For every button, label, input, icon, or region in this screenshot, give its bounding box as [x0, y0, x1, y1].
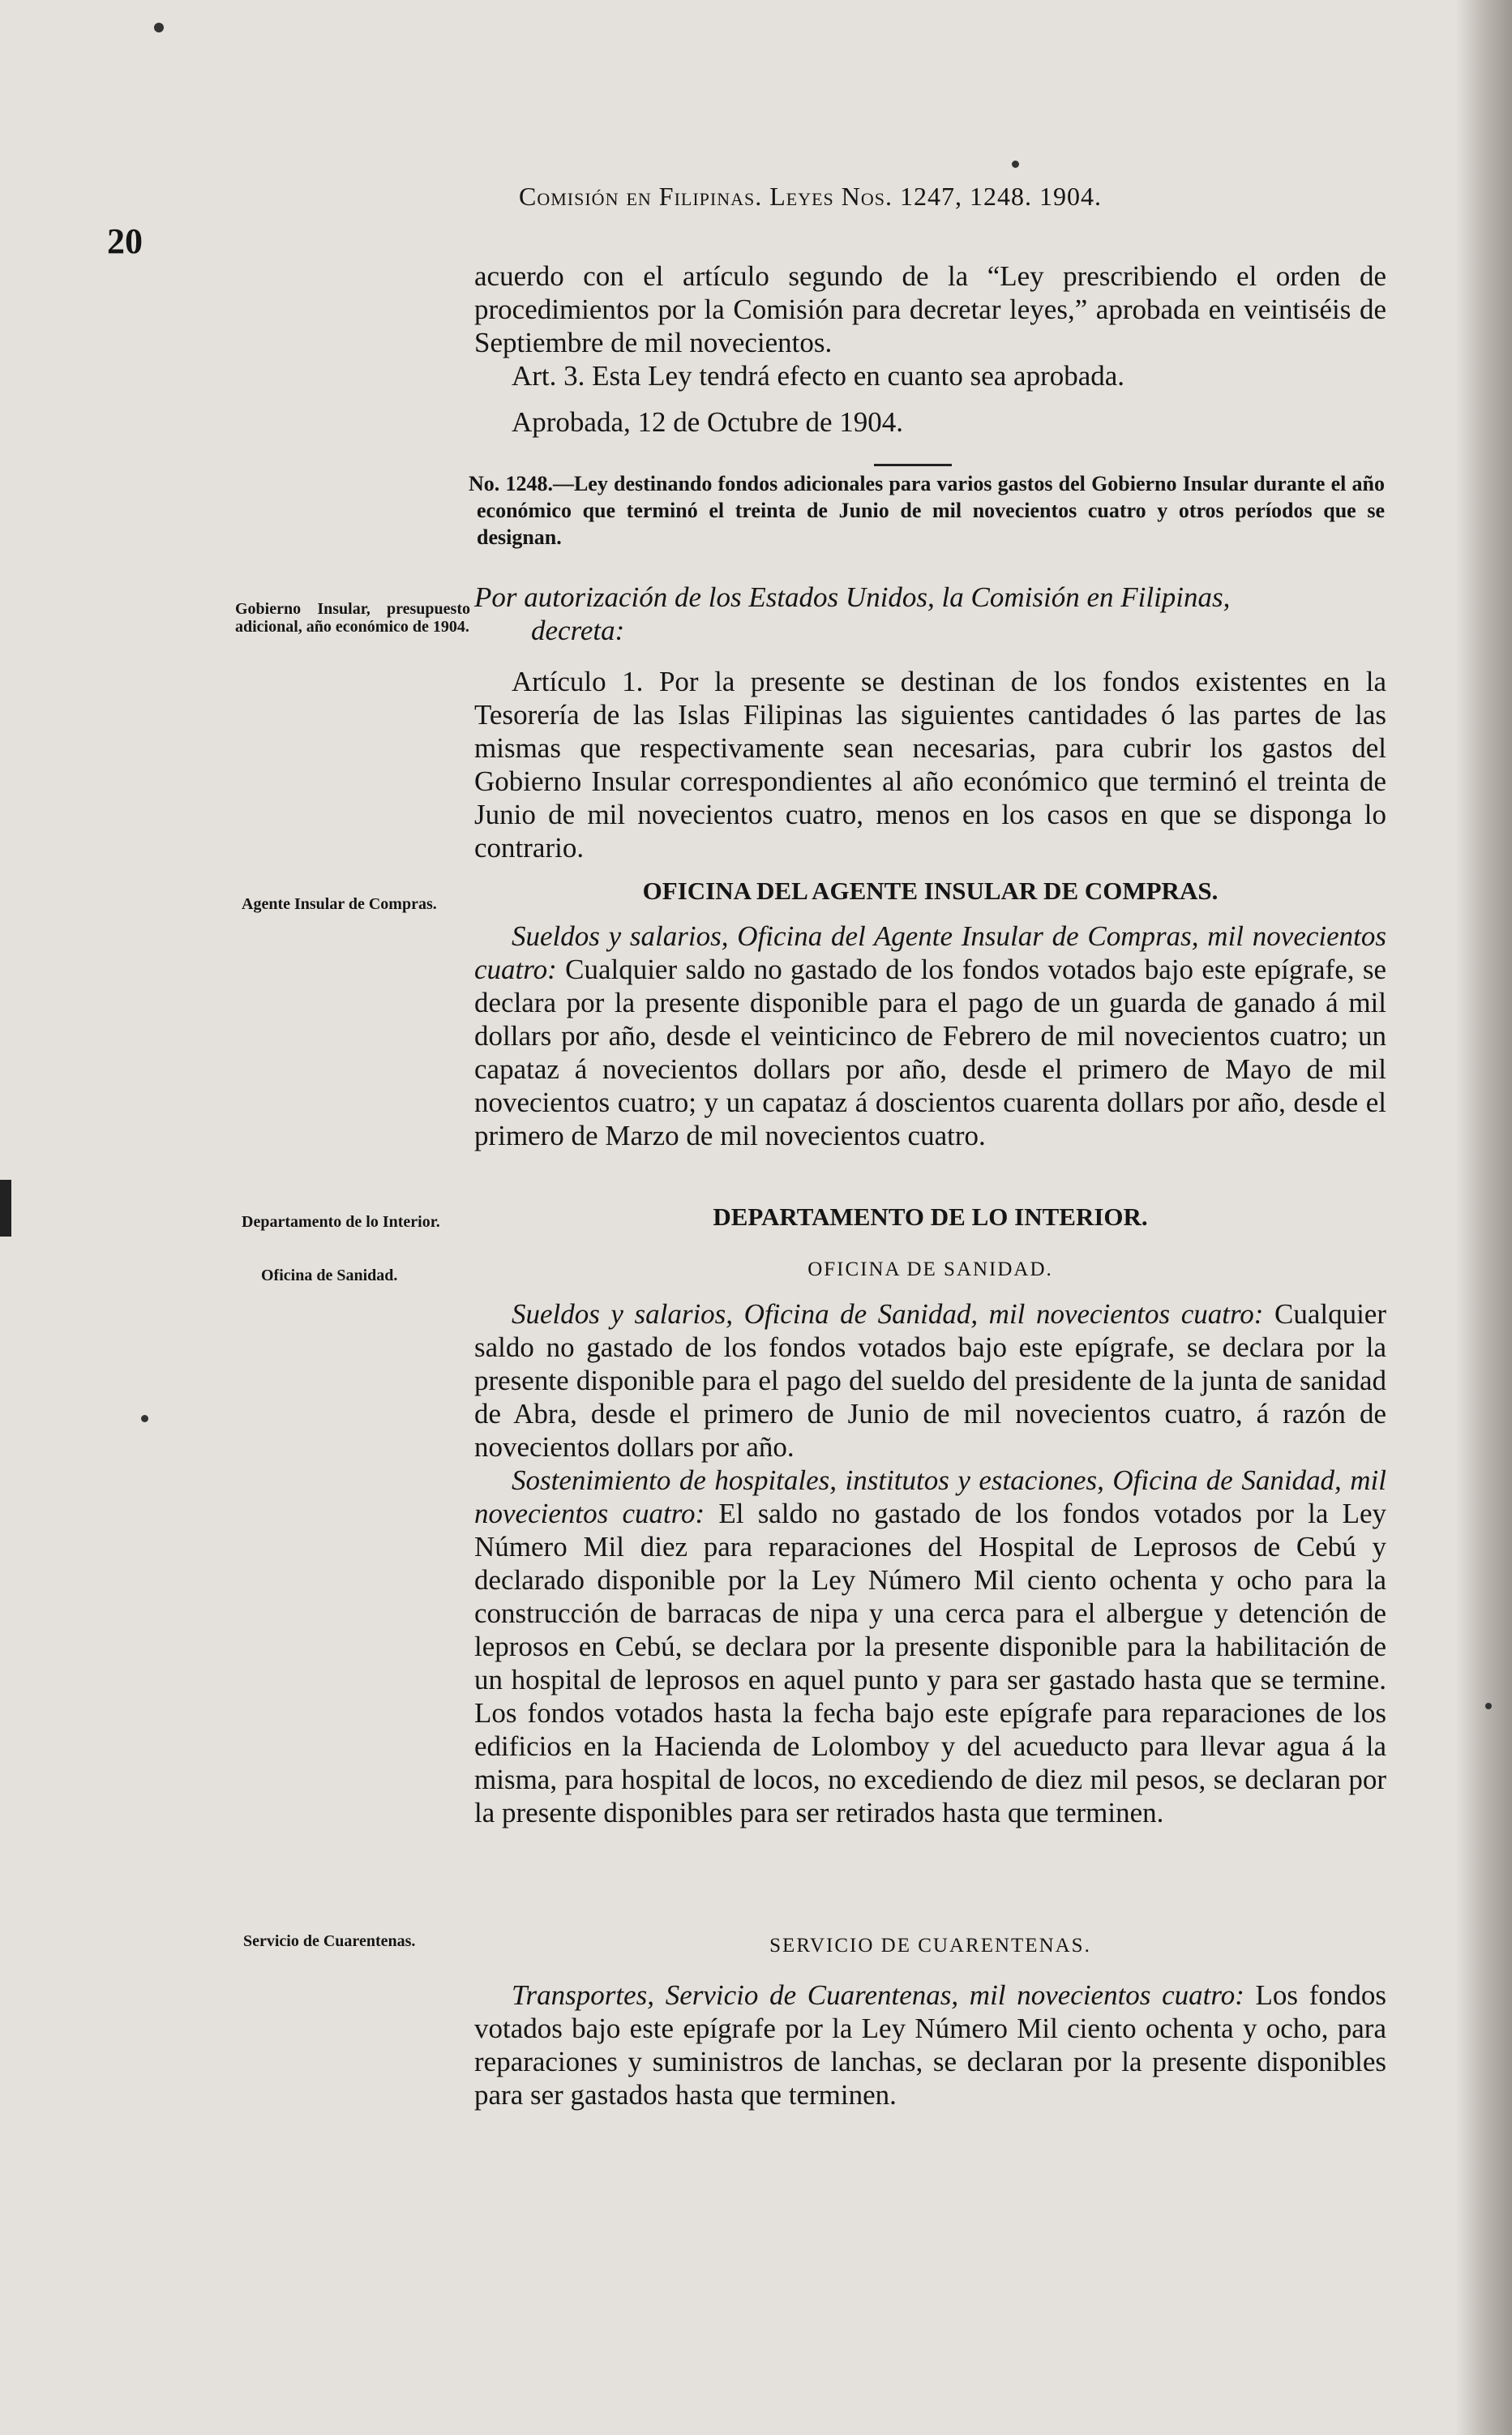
- running-header: Comisión en Filipinas. Leyes Nos. 1247, 1248. 1904.: [519, 182, 1103, 211]
- paragraph-sanidad-2: [474, 1464, 1386, 1829]
- authority-line: Por autorización de los Estados Unidos, la Comisión en Filipinas,: [474, 581, 1231, 613]
- scan-edge-mark: [0, 1180, 11, 1237]
- lead-agente: Sueldos y salarios, Oficina del Agente Insular de Compras, mil novecientos cuatro:: [474, 920, 1386, 985]
- heading-interior: DEPARTAMENTO DE LO INTERIOR.: [713, 1202, 1148, 1231]
- paragraph-sanidad-1: [474, 1297, 1386, 1464]
- top-text: [474, 259, 1386, 439]
- margin-note-interior: Departamento de lo Interior.: [242, 1213, 440, 1231]
- margin-note-cuarentenas: Servicio de Cuarentenas.: [243, 1932, 416, 1950]
- text-sanidad-2: El saldo no gastado de los fondos votados por la Ley Número Mil diez para reparaciones del Hospital de Leprosos de Cebú y declarado disponible por la Ley Número Mil ciento ochenta y ocho para la construcción de barracas de nipa y una cerca para el albergue y detención de leprosos en Cebú, se declara por la presente disponible para la habilitación de un hospital de leprosos en aquel punto y para ser gastado hasta que se termine. Los fondos votados hasta la fecha bajo este epígrafe para reparaciones de los edificios en la Hacienda de Lolomboy y del acueducto para llevar agua á la misma, para hospital de locos, no excediendo de diez mil pesos, se declaran por la presente disponibles para ser retirados hasta que terminen.: [474, 1498, 1386, 1828]
- heading-sanidad: OFICINA DE SANIDAD.: [807, 1258, 1053, 1280]
- text-agente: Cualquier saldo no gastado de los fondos votados bajo este epígrafe, se declara por la presente disponible para el pago de un guarda de ganado á mil dollars por año, desde el veinticinco de Febrero de mil novecientos cuatro; un capataz á novecientos dollars por año, desde el primero de Mayo de mil novecientos cuatro; y un capataz á doscientos cuarenta dollars por año, desde el primero de Marzo de mil novecientos cuatro.: [474, 954, 1386, 1151]
- decreta-line: decreta:: [531, 615, 625, 646]
- sanidad-text: [474, 1297, 1386, 1829]
- paragraph-agente: [474, 920, 1386, 1152]
- articulo-1: Artículo 1. Por la presente se destinan de los fondos existentes en la Tesorería de las Islas Filipinas las siguientes cantidades ó las partes de las mismas que respectivamente sean necesarias, para cubrir los gastos del Gobierno Insular correspondientes al año económico que terminó el treinta de Junio de mil novecientos cuatro, menos en los casos en que se disponga lo contrario.: [474, 666, 1386, 864]
- margin-note-gobierno: Gobierno Insular, presupuesto adicional, año económico de 1904.: [235, 600, 470, 636]
- lead-sanidad-2: Sostenimiento de hospitales, institutos y estaciones, Oficina de Sanidad, mil novecientos cuatro:: [474, 1464, 1386, 1529]
- continued-paragraph: acuerdo con el artículo segundo de la “Ley prescribiendo el orden de procedimientos por la Comisión para decretar leyes,” aprobada en veintiséis de Septiembre de mil novecientos.: [474, 260, 1386, 358]
- page-edge-shadow: [1455, 0, 1512, 2435]
- scan-speck: [154, 23, 164, 32]
- paragraph-cuarentenas: [474, 1978, 1386, 2111]
- page-number: 20: [107, 221, 143, 261]
- heading-cuarentenas: SERVICIO DE CUARENTENAS.: [769, 1935, 1091, 1957]
- lead-cuarentenas: Transportes, Servicio de Cuarentenas, mil novecientos cuatro:: [512, 1979, 1244, 2011]
- heading-agente: OFICINA DEL AGENTE INSULAR DE COMPRAS.: [642, 877, 1219, 905]
- scan-speck: [1485, 1703, 1492, 1709]
- scan-speck: [1012, 161, 1019, 168]
- approval-date: Aprobada, 12 de Octubre de 1904.: [512, 406, 904, 438]
- margin-note-sanidad: Oficina de Sanidad.: [261, 1267, 398, 1284]
- article-3: Art. 3. Esta Ley tendrá efecto en cuanto sea aprobada.: [512, 360, 1125, 392]
- lead-sanidad-1: Sueldos y salarios, Oficina de Sanidad, mil novecientos cuatro:: [512, 1298, 1264, 1330]
- scan-speck: [141, 1415, 148, 1422]
- law-title: No. 1248.—Ley destinando fondos adicionales para varios gastos del Gobierno Insular durante el año económico que terminó el treinta de Junio de mil novecientos cuatro y otros períodos que se designan.: [469, 472, 1385, 549]
- text-cuarentenas: Los fondos votados bajo este epígrafe por la Ley Número Mil ciento ochenta y ocho, para reparaciones y suministros de lanchas, se declaran por la presente disponibles para ser gastados hasta que terminen.: [474, 1979, 1387, 2111]
- text-sanidad-1: Cualquier saldo no gastado de los fondos votados bajo este epígrafe, se declara por la presente disponible para el pago del sueldo del presidente de la junta de sanidad de Abra, desde el primero de Junio de mil novecientos cuatro, á razón de novecientos dollars por año.: [474, 1298, 1386, 1463]
- enacting-clause: [474, 581, 1386, 647]
- section-rule: [874, 464, 952, 466]
- margin-note-agente: Agente Insular de Compras.: [242, 895, 437, 913]
